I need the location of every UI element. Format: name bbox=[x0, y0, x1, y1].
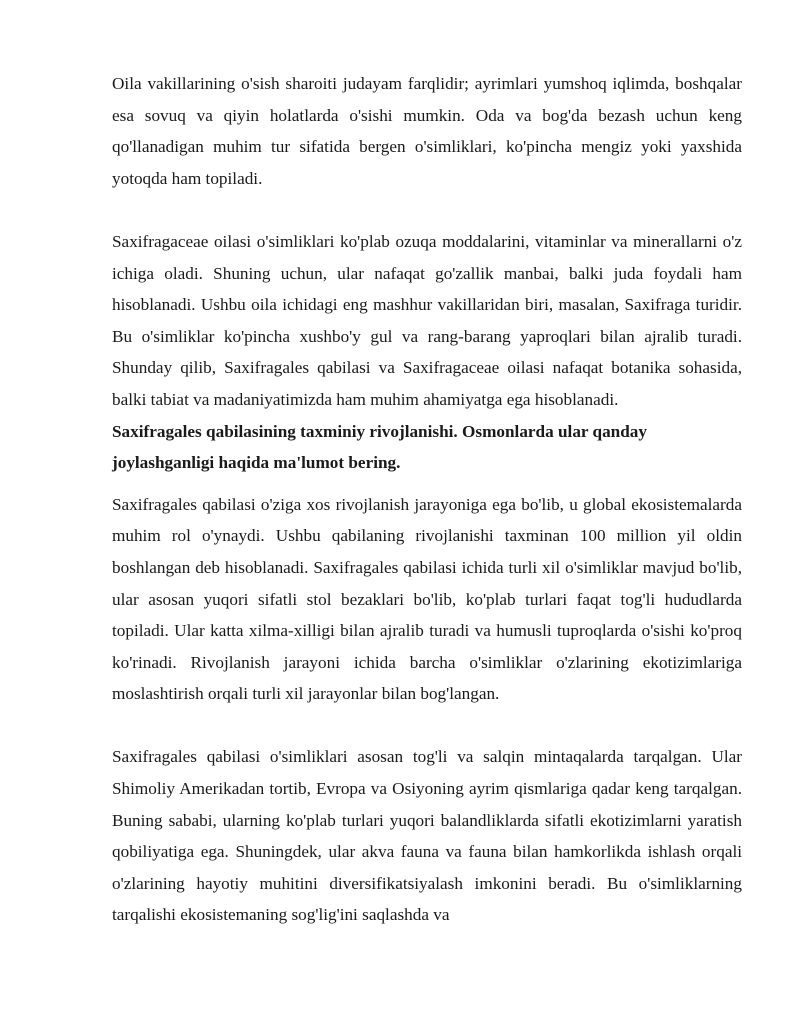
section-heading: Saxifragales qabilasining taxminiy rivojlanishi. Osmonlarda ular qanday joylashganligi haqida ma'lumot bering. bbox=[112, 421, 647, 473]
paragraph-growth-conditions: Oila vakillarining o'sish sharoiti judayam farqlidir; ayrimlari yumshoq iqlimda, boshqalar esa sovuq va qiyin holatlarda o'sishi mumkin. Oda va bog'da bezash uchun keng qo'llanadigan muhim tur sifatida bergen o'simliklari, ko'pincha mengiz yoki yaxshida yotoqda ham topiladi. bbox=[112, 74, 742, 188]
paragraph-distribution: Saxifragales qabilasi o'simliklari asosan tog'li va salqin mintaqalarda tarqalgan. Ular Shimoliy Amerikadan tortib, Evropa va Osiyoning ayrim qismlariga qadar keng tarqalgan. Buning sababi, ularning ko'plab turlari yuqori balandliklarda sifatli ekotizimlarni yaratish qobiliyatiga ega. Shuningdek, ular akva fauna va fauna bilan hamkorlikda ishlash orqali o'zlarining hayotiy muhitini diversifikatsiyalash imkonini beradi. Bu o'simliklarning tarqalishi ekosistemaning sog'lig'ini saqlashda va bbox=[112, 747, 742, 925]
paragraph-evolution: Saxifragales qabilasi o'ziga xos rivojlanish jarayoniga ega bo'lib, u global ekosistemalarda muhim rol o'ynaydi. Ushbu qabilaning rivojlanishi taxminan 100 million yil oldin boshlangan deb hisoblanadi. Saxifragales qabilasi ichida turli xil o'simliklar mavjud bo'lib, ular asosan yuqori sifatli stol bezaklari bo'lib, ko'plab turlari faqat tog'li hududlarda topiladi. Ular katta xilma-xilligi bilan ajralib turadi va humusli tuproqlarda o'sishi ko'proq ko'rinadi. Rivojlanish jarayoni ichida barcha o'simliklar o'zlarining ekotizimlariga moslashtirish orqali turli xil jarayonlar bilan bog'langan. bbox=[112, 494, 742, 704]
document-page bbox=[112, 68, 742, 931]
paragraph-saxifragaceae-nutrients: Saxifragaceae oilasi o'simliklari ko'plab ozuqa moddalarini, vitaminlar va minerallarni o'z ichiga oladi. Shuning uchun, ular nafaqat go'zallik manbai, balki juda foydali ham hisoblanadi. Ushbu oila ichidagi eng mashhur vakillaridan biri, masalan, Saxifraga turidir. Bu o'simliklar ko'pincha xushbo'y gul va rang-barang yaproqlari bilan ajralib turadi. Shunday qilib, Saxifragales qabilasi va Saxifragaceae oilasi nafaqat botanika sohasida, balki tabiat va madaniyatimizda ham muhim ahamiyatga ega hisoblanadi. bbox=[112, 231, 742, 409]
